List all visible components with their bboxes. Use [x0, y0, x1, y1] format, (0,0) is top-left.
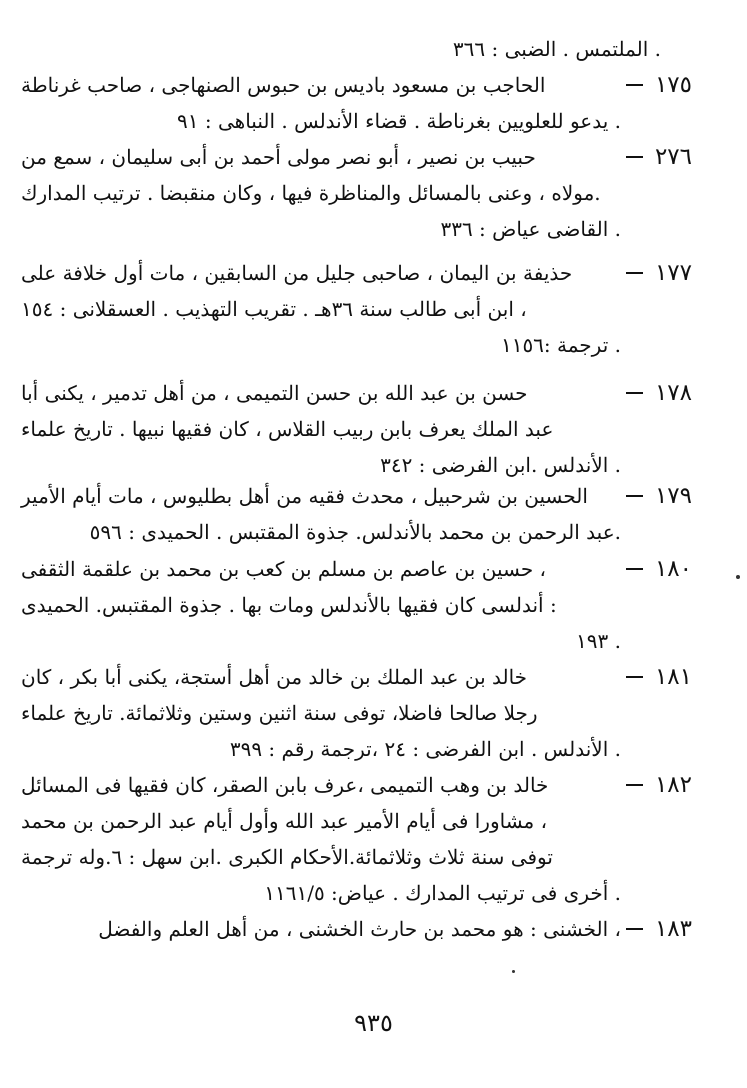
entry-line: يدعو للعلويين بغرناطة . قضاء الأندلس . النباهى : ٩١ .: [177, 109, 621, 133]
entry-number: ١٨٢: [654, 772, 692, 798]
entry-number: ١٧٧: [654, 260, 692, 286]
entry-line: أندلسى كان فقيها بالأندلس ومات بها . جذوة المقتبس. الحميدى :: [21, 593, 557, 617]
entry-line: ترجمة :١١٥٦ .: [500, 333, 621, 357]
entry-line: أخرى فى ترتيب المدارك . عياض: ١١٦١/٥ .: [264, 881, 621, 905]
entry-line: حسين بن عاصم بن مسلم بن كعب بن محمد بن علقمة الثقفى ،: [21, 557, 547, 581]
entry-line: خالد بن وهب التميمى ،عرف بابن الصقر، كان فقيها فى المسائل: [21, 773, 549, 797]
entry-line: ١٩٣ .: [576, 629, 621, 653]
entry-number: ١٧٥: [654, 72, 692, 98]
entry-number: ١٨١: [654, 664, 692, 690]
entry-line: توفى سنة ثلاث وثلاثمائة.الأحكام الكبرى .ابن سهل : ٦.وله ترجمة: [21, 845, 553, 869]
scan-speck: [512, 970, 515, 973]
entry-number: ٢٧٦: [654, 144, 692, 170]
entry-dash: [626, 272, 643, 274]
entry-line: الأندلس .ابن الفرضى : ٣٤٢ .: [380, 453, 621, 477]
entry-line: رجلا صالحا فاضلا، توفى سنة اثنين وستين وثلاثمائة. تاريخ علماء: [21, 701, 538, 725]
entry-line: الحاجب بن مسعود باديس بن حبوس الصنهاجى ، صاحب غرناطة: [21, 73, 546, 97]
entry-line: حسن بن عبد الله بن حسن التميمى ، من أهل تدمير ، يكنى أبا: [21, 381, 528, 405]
entry-dash: [626, 568, 643, 570]
entry-dash: [626, 84, 643, 86]
entry-line: الحسين بن شرحبيل ، محدث فقيه من أهل بطليوس ، مات أيام الأمير: [21, 484, 588, 508]
entry-dash: [626, 156, 643, 158]
entry-line: حبيب بن نصير ، أبو نصر مولى أحمد بن أبى سليمان ، سمع من: [21, 145, 536, 169]
entry-line: الأندلس . ابن الفرضى : ٢٤ ،ترجمة رقم : ٣٩٩ .: [229, 737, 621, 761]
entry-dash: [626, 495, 643, 497]
entry-line: خالد بن عبد الملك بن خالد من أهل أستجة، يكنى أبا بكر ، كان: [21, 665, 528, 689]
continuation-line: الملتمس . الضبى : ٣٦٦ .: [452, 37, 661, 61]
entry-dash: [626, 784, 643, 786]
entry-line: عبد الرحمن بن محمد بالأندلس. جذوة المقتبس . الحميدى : ٥٩٦.: [89, 520, 621, 544]
entry-line: الخشنى : هو محمد بن حارث الخشنى ، من أهل العلم والفضل ،: [98, 917, 621, 941]
entry-number: ١٨٣: [654, 916, 692, 942]
entry-line: ابن أبى طالب سنة ٣٦هـ . تقريب التهذيب . العسقلانى : ١٥٤ ،: [21, 297, 527, 321]
entry-line: عبد الملك يعرف بابن ربيب القلاس ، كان فقيها نبيها . تاريخ علماء: [21, 417, 554, 441]
scan-speck: [736, 575, 740, 579]
entry-dash: [626, 928, 643, 930]
entry-number: ١٨٠: [654, 556, 692, 582]
entry-dash: [626, 676, 643, 678]
page-number: ٩٣٥: [354, 1009, 393, 1037]
entry-line: مشاورا فى أيام الأمير عبد الله وأول أيام عبد الرحمن بن محمد ،: [21, 809, 548, 833]
entry-number: ١٧٨: [654, 380, 692, 406]
entry-number: ١٧٩: [654, 483, 692, 509]
entry-line: القاضى عياض : ٣٣٦ .: [440, 217, 621, 241]
entry-line: مولاه ، وعنى بالمسائل والمناظرة فيها ، وكان منقبضا . ترتيب المدارك.: [21, 181, 601, 205]
entry-dash: [626, 392, 643, 394]
entry-line: حذيفة بن اليمان ، صاحبى جليل من السابقين ، مات أول خلافة على: [21, 261, 573, 285]
